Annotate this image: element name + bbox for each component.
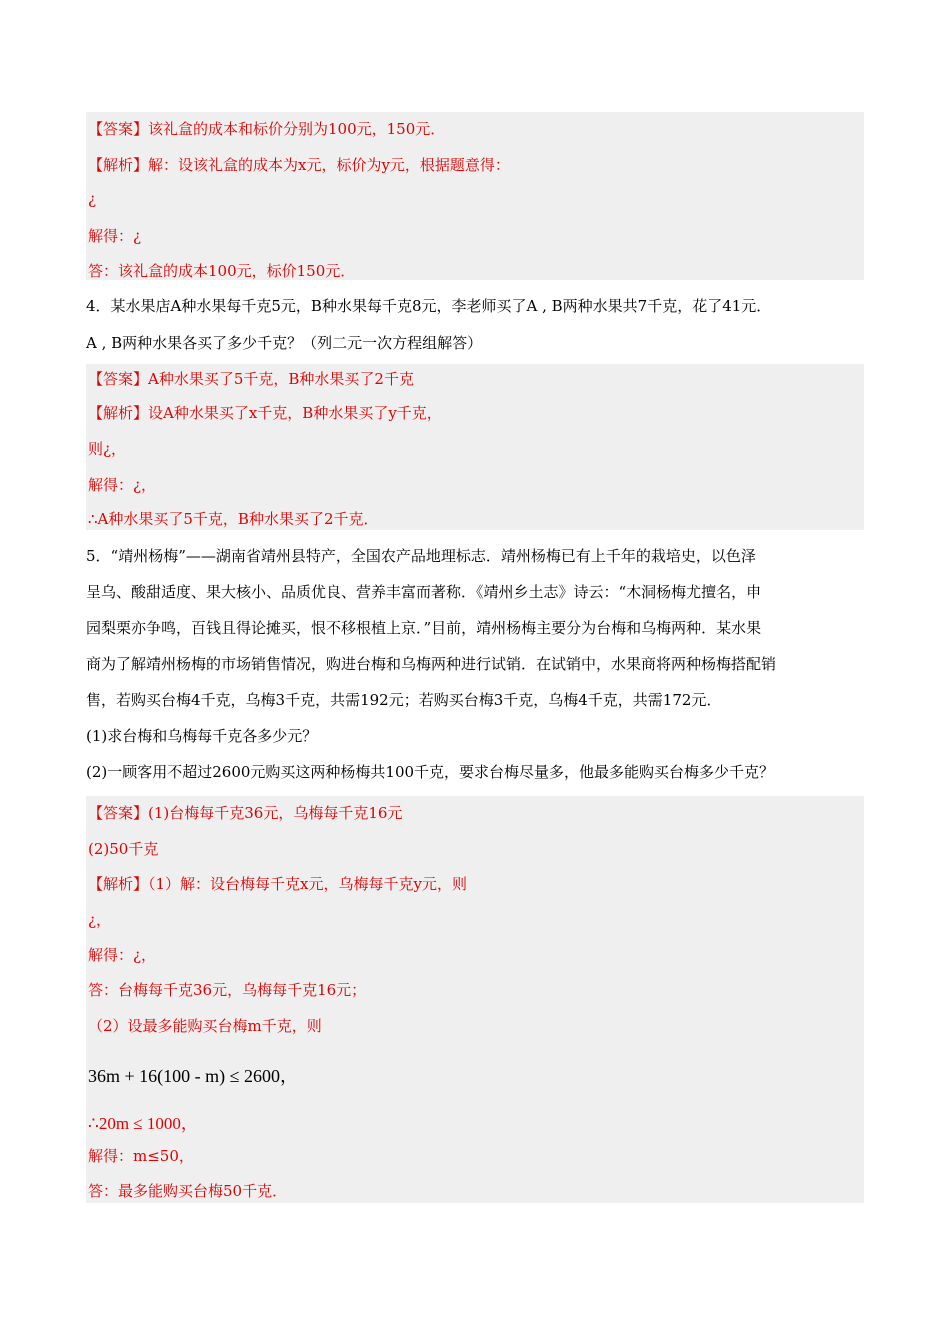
q5-stem-line: 售，若购买台梅4千克，乌梅3千克，共需192元；若购买台梅3千克，乌梅4千克，共需172元． bbox=[86, 691, 722, 709]
q4-conclusion: ∴A种水果买了5千克，B种水果买了2千克． bbox=[88, 510, 379, 528]
q3-conclusion: 答：该礼盒的成本100元，标价150元． bbox=[88, 262, 356, 280]
q5-stem-line: 5．“靖州杨梅”——湖南省靖州县特产，全国农产品地理标志．靖州杨梅已有上千年的栽培史，以色泽 bbox=[86, 547, 756, 565]
q5-answer-block bbox=[86, 796, 864, 1203]
q5-stem-line: 商为了解靖州杨梅的市场销售情况，购进台梅和乌梅两种进行试销．在试销中，水果商将两种杨梅搭配销 bbox=[86, 655, 777, 673]
q5-inequality-1: 36m + 16(100 - m) ≤ 2600， bbox=[88, 1066, 299, 1086]
q5-subquestion-1: (1)求台梅和乌梅每千克各多少元？ bbox=[86, 727, 318, 745]
q5-answer-1: 【答案】(1)台梅每千克36元，乌梅每千克16元 bbox=[88, 804, 403, 822]
q5-conclusion-1: 答：台梅每千克36元，乌梅每千克16元； bbox=[88, 981, 367, 999]
q5-conclusion-2: 答：最多能购买台梅50千克． bbox=[88, 1182, 288, 1200]
q5-answer-2: (2)50千克 bbox=[88, 840, 159, 858]
q5-analysis: 【解析】（1）解：设台梅每千克x元，乌梅每千克y元，则 bbox=[88, 875, 467, 893]
q3-answer: 【答案】该礼盒的成本和标价分别为100元，150元． bbox=[88, 120, 446, 138]
q5-equation-placeholder: ¿， bbox=[88, 911, 112, 929]
q4-then: 则¿， bbox=[88, 440, 127, 458]
q4-stem-line2: A , B两种水果各买了多少千克？（列二元一次方程组解答） bbox=[86, 334, 483, 352]
q3-solve: 解得：¿ bbox=[88, 227, 142, 245]
q5-inequality-2: ∴20m ≤ 1000， bbox=[88, 1114, 198, 1133]
q3-answer-block bbox=[86, 112, 864, 280]
q4-solve: 解得：¿， bbox=[88, 476, 157, 494]
q4-stem-line1: 4．某水果店A种水果每千克5元，B种水果每千克8元，李老师买了A , B两种水果共7千克，花了41元． bbox=[86, 297, 772, 315]
q5-stem-line: 园梨栗亦争鸣，百钱且得论摊买，恨不移根植上京．”目前，靖州杨梅主要分为台梅和乌梅两种．某水果 bbox=[86, 619, 762, 637]
q3-analysis: 【解析】解：设该礼盒的成本为x元，标价为y元，根据题意得： bbox=[88, 156, 510, 174]
q5-solve-2: 解得：m≤50， bbox=[88, 1147, 194, 1165]
q5-solve-1: 解得：¿， bbox=[88, 946, 157, 964]
q5-subquestion-2: (2)一顾客用不超过2600元购买这两种杨梅共100千克，要求台梅尽量多，他最多能购买台梅多少千克？ bbox=[86, 763, 775, 781]
q5-stem-line: 呈乌、酸甜适度、果大核小、品质优良、营养丰富而著称．《靖州乡土志》诗云：“木洞杨梅尤擅名，申 bbox=[86, 583, 762, 601]
q4-answer-block bbox=[86, 364, 864, 530]
q4-analysis: 【解析】设A种水果买了x千克，B种水果买了y千克， bbox=[88, 404, 442, 422]
q5-part2-setup: （2）设最多能购买台梅m千克，则 bbox=[88, 1017, 322, 1035]
q3-equation-placeholder: ¿ bbox=[88, 190, 97, 208]
q4-answer: 【答案】A种水果买了5千克，B种水果买了2千克 bbox=[88, 370, 414, 388]
